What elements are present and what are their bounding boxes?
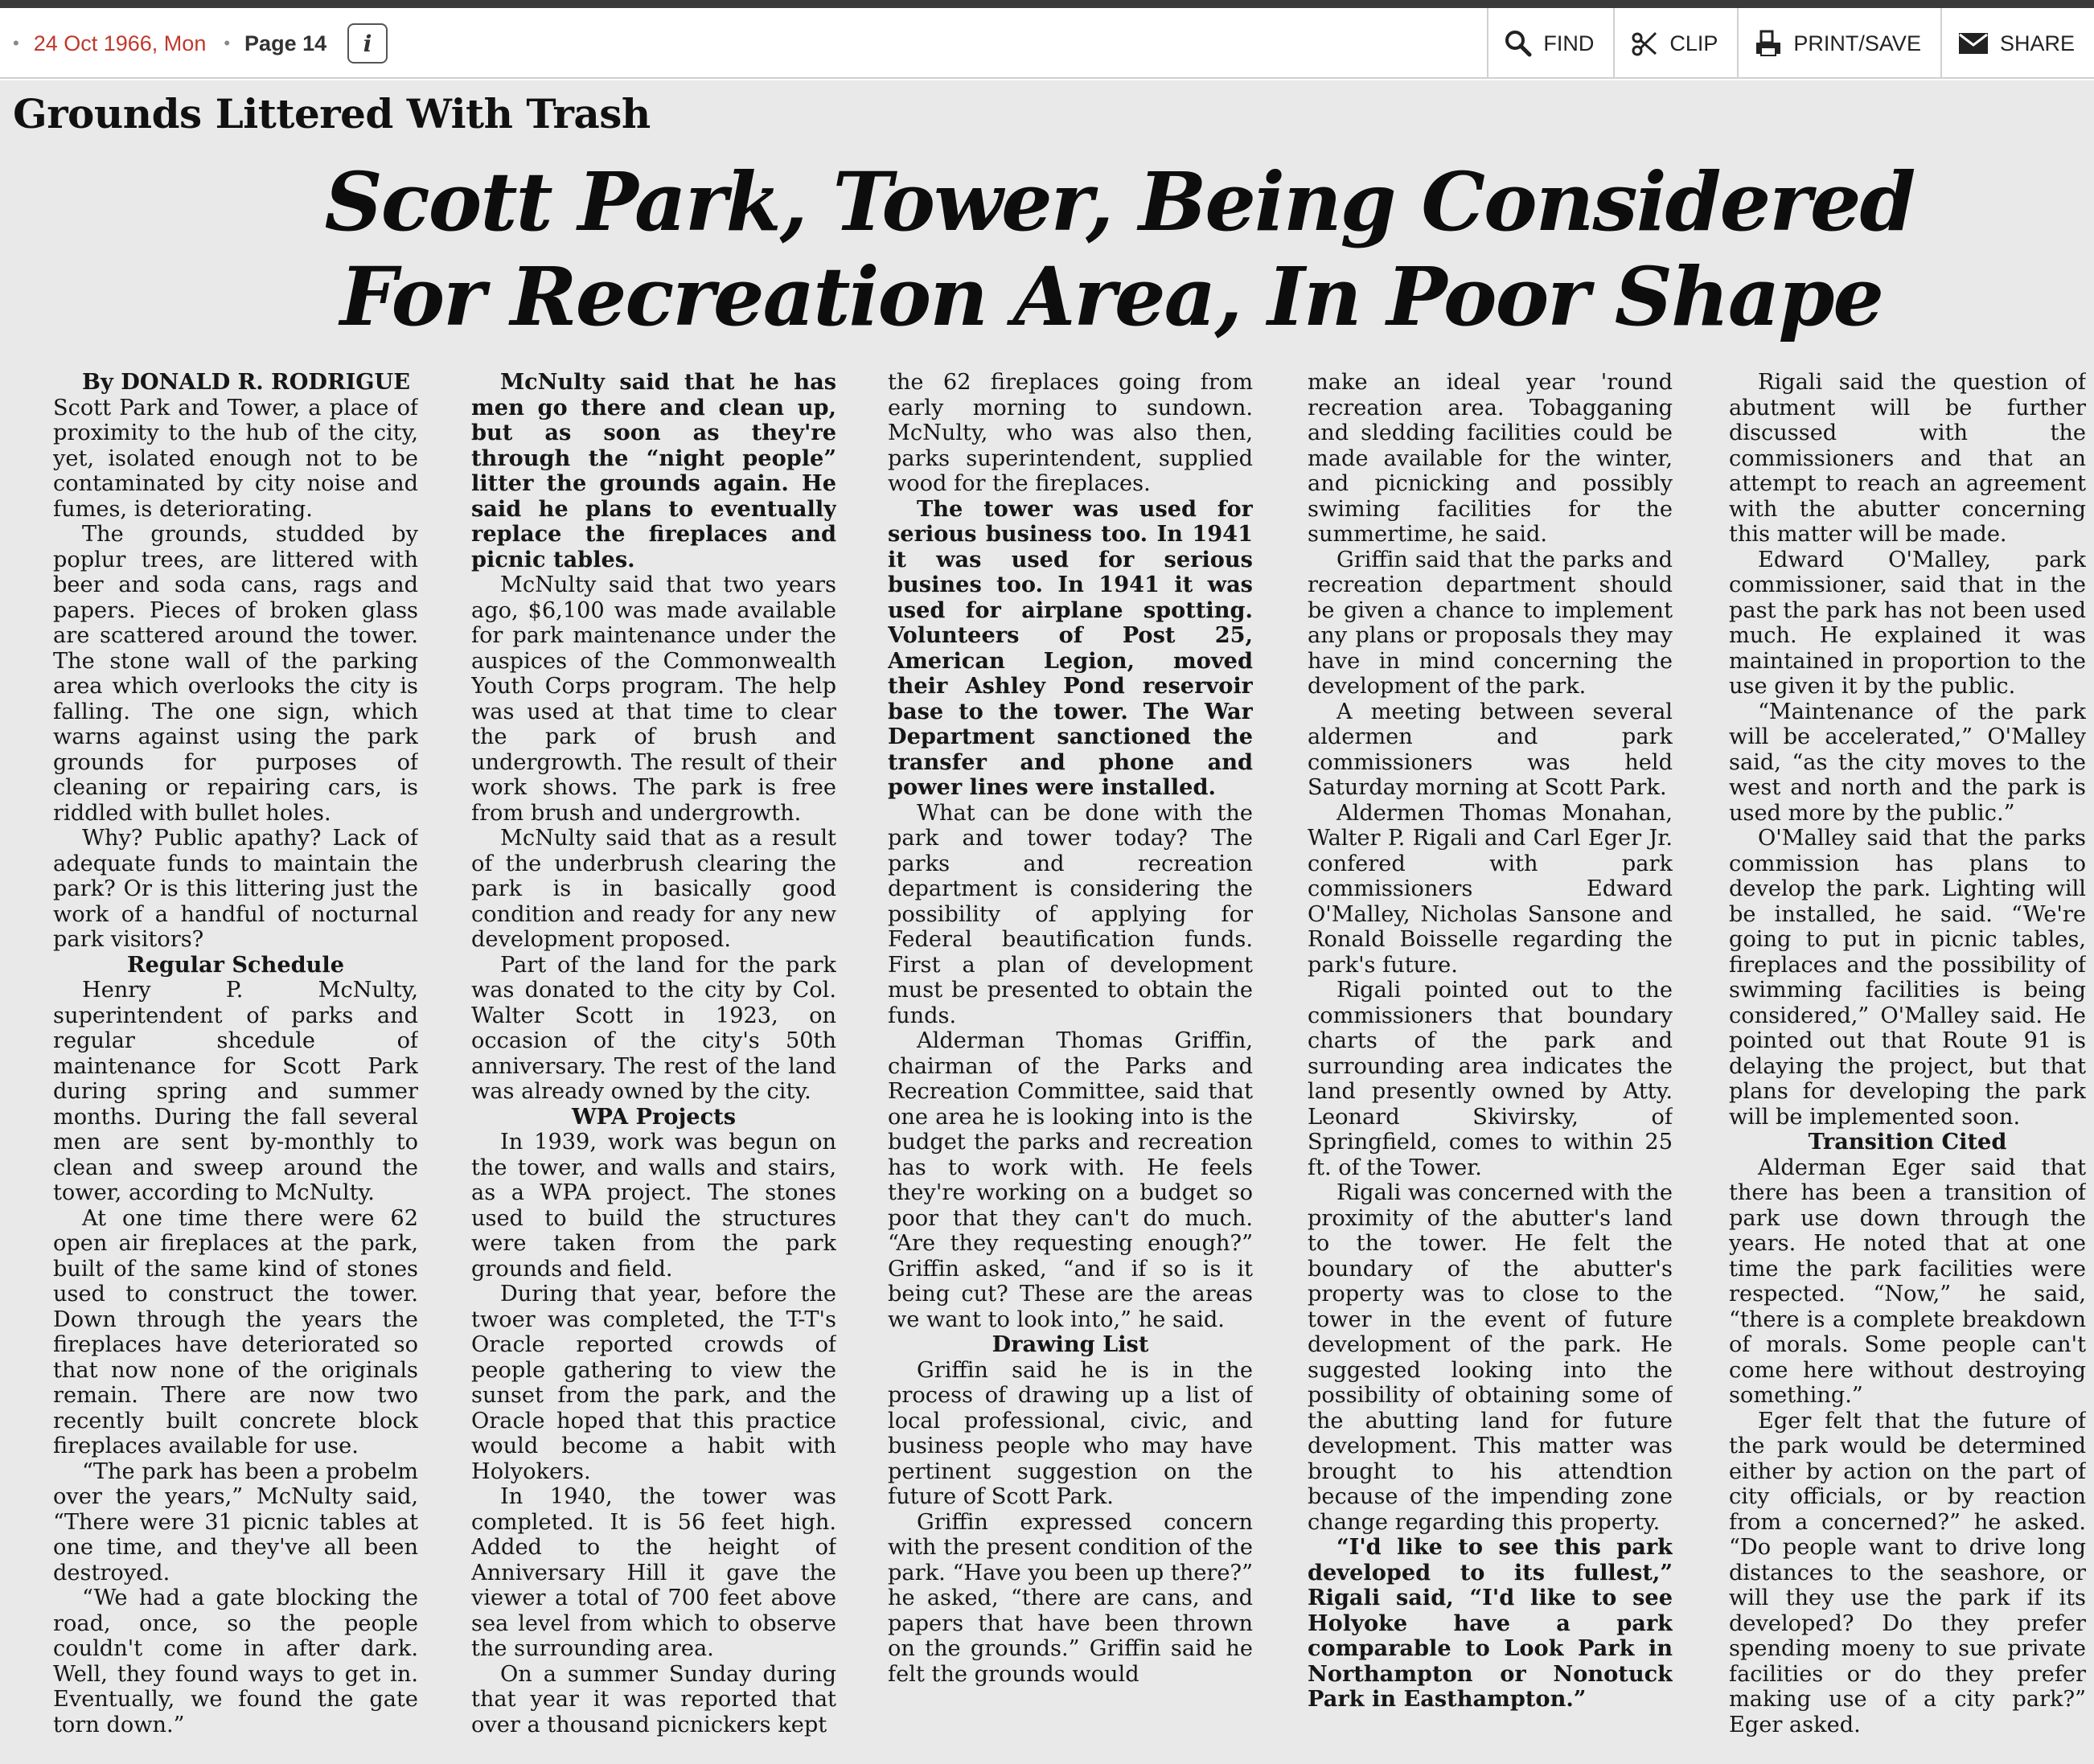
print-save-button[interactable] [1737, 8, 1940, 79]
paragraph: Scott Park and Tower, a place of proximity to the hub of the city, yet, isolated enough not to be contaminated by city noise and fumes, is deteriorating. [53, 395, 418, 522]
bullet-icon: • [224, 33, 231, 53]
paragraph: During that year, before the twoer was completed, the T-T's Oracle reported crowds of people gathering to view the sunset from the park, and the Oracle hoped that this practice would become a habit with Holyokers. [471, 1282, 836, 1484]
article-column-1 [53, 370, 418, 1753]
headline-line-2: For Recreation Area, In Poor Shape [339, 249, 1883, 344]
envelope-icon [1958, 32, 1989, 55]
byline: By DONALD R. RODRIGUE [82, 370, 410, 395]
paragraph: Alderman Eger said that there has been a transition of park use down through the years. He noted that at one time the park facilities were respected. “Now,” he said, “there is a complete breakdown of morals. Some people can't come here without destroying something.” [1729, 1155, 2086, 1408]
share-button[interactable] [1940, 8, 2094, 79]
toolbar-left [13, 8, 388, 79]
paragraph: Rigali was concerned with the proximity of the abutter's land to the tower. He felt the boundary of the abutter's property was to close to the tower in the event of future development of the park. He suggested looking into the possibility of obtaining some of the abutting land for future development. This matter was brought to his attendtion because of the impending zone change regarding this property. [1308, 1180, 1673, 1535]
paragraph: Griffin expressed concern with the present condition of the park. “Have you been up there?” he asked, “there are cans, and papers that have been thrown on the grounds.” Griffin said he felt the grounds would [888, 1509, 1253, 1687]
paragraph: “I'd like to see this park developed to its fullest,” Rigali said, “I'd like to see Holyoke have a park comparable to Look Park in Northampton or Nonotuck Park in Easthampton.” [1308, 1534, 1673, 1712]
paragraph: In 1940, the tower was completed. It is 56 feet high. Added to the height of Anniversary Hill it gave the viewer a total of 700 feet above sea level from which to observe the surrounding area. [471, 1484, 836, 1661]
article-column-5 [1729, 370, 2086, 1753]
paragraph: “The park has been a probelm over the years,” McNulty said, “There were 31 picnic tables at one time, and they've all been destroyed. [53, 1458, 418, 1586]
paragraph: Edward O'Malley, park commissioner, said that in the past the park has not been used much. He explained it was maintained in proportion to the use given it by the public. [1729, 547, 2086, 699]
print-save-label: PRINT/SAVE [1793, 31, 1921, 55]
paragraph: Why? Public apathy? Lack of adequate funds to maintain the park? Or is this littering just the work of a handful of nocturnal park visitors? [53, 826, 418, 952]
paragraph: Aldermen Thomas Monahan, Walter P. Rigali and Carl Eger Jr. confered with park commissioners Edward O'Malley, Nicholas Sansone and Ronald Boisselle regarding the park's future. [1308, 800, 1673, 978]
article-column-4 [1308, 370, 1673, 1753]
headline-line-1: Scott Park, Tower, Being Considered [324, 154, 1915, 249]
paragraph: Rigali said the question of abutment will be further discussed with the commissioners and that an attempt to reach an agreement with the abutter concerning this matter will be made. [1729, 370, 2086, 547]
paragraph: “Maintenance of the park will be accelerated,” O'Malley said, “as the city moves to the west and north and the park is used more by the public.” [1729, 699, 2086, 826]
article-column-3 [888, 370, 1253, 1753]
paragraph: “We had a gate blocking the road, once, so the people couldn't come in after dark. Well, they found ways to get in. Eventually, we found the gate torn down.” [53, 1586, 418, 1737]
search-icon [1505, 30, 1532, 57]
subheading: Regular Schedule [126, 951, 345, 978]
paragraph: McNulty said that two years ago, $6,100 was made available for park maintenance under the auspices of the Commonwealth Youth Corps program. The help was used at that time to clear the park of brush and undergrowth. The result of their work shows. The park is free from brush and undergrowth. [471, 572, 836, 826]
paragraph: What can be done with the park and tower today? The parks and recreation department is considering the possibility of applying for Federal beautification funds. First a plan of development must be presented to obtain the funds. [888, 800, 1253, 1028]
paragraph: Henry P. McNulty, superintendent of parks and regular shcedule of maintenance for Scott Park during spring and summer months. During the fall several men are sent by-monthly to clean and sweep around the tower, according to McNulty. [53, 978, 418, 1205]
bullet-icon: • [13, 33, 19, 53]
paragraph: Part of the land for the park was donated to the city by Col. Walter Scott in 1923, on occasion of the city's 50th anniversary. The rest of the land was already owned by the city. [471, 952, 836, 1104]
paragraph: O'Malley said that the parks commission has plans to develop the park. Lighting will be installed, he said. “We're going to put in picnic tables, fireplaces and the possibility of swimming facilities is being considered,” O'Malley said. He pointed out that Route 91 is delaying the project, but that plans for developing the park will be implemented soon. [1729, 826, 2086, 1130]
paragraph: The tower was used for serious business too. In 1941 it was used for serious busines too. In 1941 it was used for airplane spotting. Volunteers of Post 25, American Legion, moved their Ashley Pond reservoir base to the tower. The War Department sanctioned the transfer and phone and power lines were installed. [888, 495, 1253, 800]
viewer-toolbar [0, 0, 2094, 79]
clip-label: CLIP [1669, 31, 1718, 55]
paragraph: In 1939, work was begun on the tower, and walls and stairs, as a WPA project. The stones used to build the structures were taken from the park grounds and field. [471, 1130, 836, 1282]
subheading: WPA Projects [571, 1103, 736, 1130]
clip-button[interactable] [1613, 8, 1737, 79]
paragraph: McNulty said that he has men go there and clean up, but as soon as they're through the “night people” litter the grounds again. He said he plans to eventually replace the fireplaces and picnic tables. [471, 370, 836, 572]
paragraph: Rigali pointed out to the commissioners that boundary charts of the park and surrounding area indicates the land presently owned by Atty. Leonard Skivirsky, of Springfield, comes to within 25 ft. of the Tower. [1308, 978, 1673, 1180]
issue-date-link[interactable]: 24 Oct 1966, Mon [33, 31, 207, 55]
subheading: Transition Cited [1808, 1129, 2007, 1155]
paragraph: On a summer Sunday during that year it was reported that over a thousand picnickers kept [471, 1661, 836, 1737]
paragraph: At one time there were 62 open air fireplaces at the park, built of the same kind of stones used to construct the tower. Down through the years the fireplaces have deteriorated so that now none of the originals remain. There are now two recently built concrete block fireplaces available for use. [53, 1205, 418, 1458]
find-button[interactable] [1487, 8, 1613, 79]
paragraph: The grounds, studded by poplur trees, are littered with beer and soda cans, rags and papers. Pieces of broken glass are scattered around the tower. The stone wall of the parking area which overlooks the city is falling. The one sign, which warns against using the park grounds for purposes of cleaning or repairing cars, is riddled with bullet holes. [53, 522, 418, 826]
scissors-icon [1631, 30, 1658, 57]
paragraph: Griffin said he is in the process of drawing up a list of local professional, civic, and business people who may have pertinent suggestion on the future of Scott Park. [888, 1357, 1253, 1509]
subheading: Drawing List [992, 1331, 1149, 1357]
paragraph: the 62 fireplaces going from early morning to sundown. McNulty, who was also then, parks superintendent, supplied wood for the fireplaces. [888, 370, 1253, 496]
newspaper-page [0, 80, 2094, 1764]
paragraph: make an ideal year 'round recreation area. Tobagganing and sledding facilities could be made available for the winter, and picnicking and possibly swiming facilities for the summertime, he said. [1308, 370, 1673, 547]
article-column-2 [471, 370, 836, 1753]
info-button[interactable]: i [347, 23, 388, 64]
paragraph: Eger felt that the future of the park would be determined either by action on the part of city officials, or by reaction from a concerned?” he asked. “Do people want to drive long distances to the seashore, or will they use the park if its developed? Do they prefer spending moeny to sue private facilities or do they prefer making use of a city park?” Eger asked. [1729, 1408, 2086, 1737]
paragraph: Alderman Thomas Griffin, chairman of the Parks and Recreation Committee, said that one area he is looking into is the budget the parks and recreation has to work with. He feels they're working on a budget so poor that they can't do much. “Are they requesting enough?” Griffin asked, “and if so is it being cut? These are the areas we want to look into,” he said. [888, 1028, 1253, 1332]
paragraph: McNulty said that as a result of the underbrush clearing the park is in basically good condition and ready for any new development proposed. [471, 826, 836, 952]
print-icon [1755, 30, 1782, 57]
paragraph: A meeting between several aldermen and park commissioners was held Saturday morning at Scott Park. [1308, 699, 1673, 800]
share-label: SHARE [1999, 31, 2075, 55]
page-number: Page 14 [244, 31, 327, 55]
toolbar-actions [1487, 8, 2094, 79]
article-kicker: Grounds Littered With Trash [13, 90, 651, 137]
find-label: FIND [1543, 31, 1595, 55]
paragraph: Griffin said that the parks and recreation department should be given a chance to implement any plans or proposals they may have in mind concerning the development of the park. [1308, 547, 1673, 699]
